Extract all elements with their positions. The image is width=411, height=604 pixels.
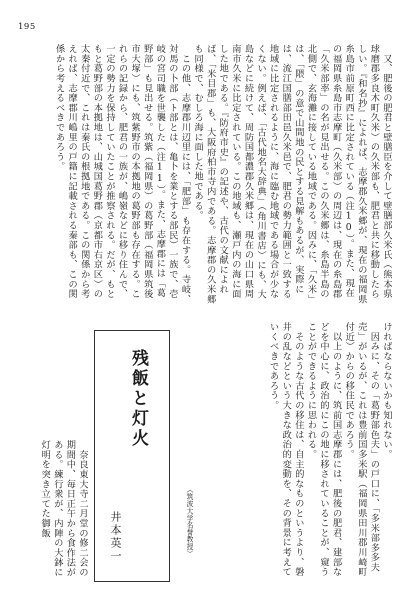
upper-article-text: 又、肥後の肥君と壁膳臣を介して壁膳部久米氏（熊本県球磨郡多良木町久米）の久米部も、肥君と共に移動したらしい。『和名抄』によれば、志摩郡久米郷が、現在の福岡県糸島市前原町西に比定されている（注10）。また、現在の福岡県糸島市志摩町（久米部）の周辺は、現在の糸島郡「久米部率」の名が見出せる。この久米郷は、糸島半島の北側で、玄海灘に接している地域である。因みに、「久米」は、「隈」の意で山間地の民とする見解もあるが、実際には、流江国膳部田邑久米邑で、肥君の勢力範囲と一致する地域に比定されるように、海に臨む地域である場合が少なくない。例えば、「古代地名大辞典」（角川書店）にも、大島などに続けて、周防国都濃郡久米郷は、現在の山口県周南市久米に比定されている。この地域も、瀬戸内の海に面した地である。『防府市史』の記述や、古代の文献によれば、「米目郡」も、大阪府柏市寺内である。志摩郡の久米郷も同様で、むしろ海に面した地である。 この他、志摩郡川辺里には、「肥部」も存在する。寺岐、対馬の卜部（ト部とは、亀卜を業とする部民）一族で、壱岐の宮司職を世襲した（注11）。また、志摩郡には「葛野部」も見出せる。筑紫（福岡県）の葛野部（福岡県筑後市大塚）にも、筑紫野市の本拠地の葛野部も存在する。これらの記録から、肥君の一族が、嶋嶺などに移り住んで、一定の勢力を保持していたことが推察される。だが、もともと葛野部の本拠地は、山城国葛野郡（京都市右京区）の太秦付近で、これは秦氏の根拠地である。この関係から考えれば、志摩郡川嶋里の戸籍に記載される秦部も、この関係から考えるべきであろう。 xyxy=(53,44,392,304)
new-article-title-box xyxy=(94,330,170,582)
article-title: 残飯と灯火 xyxy=(128,349,148,449)
new-article-body-text: 奈良東大寺二月堂の修二会の期間中、毎日正午から食作法がある。練行衆が、内陣の大鉢に灯明を突き立てた御飯 xyxy=(39,440,88,578)
article-conclusion-text: ければならないかも知れない。 因みに、その「葛野部色夫」の戸口に、「多米部多多夫売」がいるが、これは豊前国多米駅（福岡県田川郡川崎町付近）からの移住民であろう。 以上のように、筑前国志摩郡には、肥後の肥君、建部などを中心に、政治的にこの地に移されていることが、窺うことができるように思われる。 そのような古代の移住は、自主的なものというより、磐井の乱などという大きな政治的変動を、その背景に考えていくべきであろう。 xyxy=(267,322,392,577)
page-number: 195 xyxy=(18,22,36,32)
article-author: 井本英一 xyxy=(109,511,122,563)
author-affiliation: （筑波大学名誉教授） xyxy=(185,486,193,557)
